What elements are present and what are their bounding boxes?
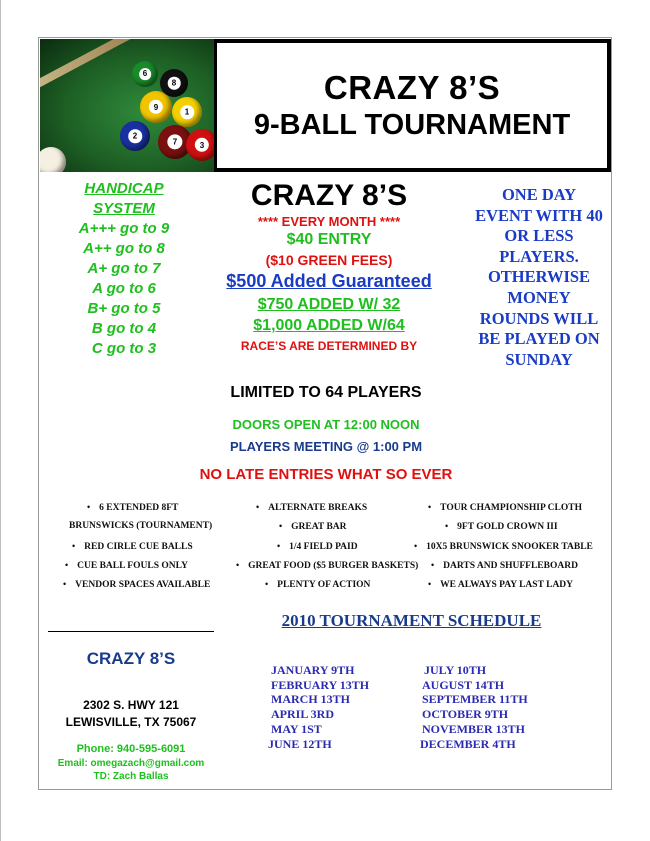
handicap-title-line2: SYSTEM bbox=[93, 200, 155, 217]
feature-item bbox=[277, 541, 358, 552]
feature-text: 1/4 FIELD PAID bbox=[289, 542, 358, 552]
one-day-line: OTHERWISE bbox=[487, 267, 591, 287]
bullet: • bbox=[236, 560, 240, 570]
added-guaranteed: $500 Added Guaranteed bbox=[226, 271, 432, 291]
green-fees: ($10 GREEN FEES) bbox=[265, 252, 393, 268]
bullet: • bbox=[279, 521, 283, 531]
schedule-date: MAY 1ST bbox=[271, 721, 322, 736]
ball-2-number: 2 bbox=[128, 129, 142, 143]
feature-text: VENDOR SPACES AVAILABLE bbox=[75, 580, 211, 590]
bullet: • bbox=[445, 521, 449, 531]
schedule-column-1 bbox=[268, 663, 370, 751]
ball-6-number: 6 bbox=[139, 68, 151, 80]
schedule-date: JUNE 12TH bbox=[268, 736, 332, 751]
feature-item bbox=[428, 579, 573, 590]
feature-item bbox=[431, 560, 578, 571]
no-late-entries: NO LATE ENTRIES WHAT SO EVER bbox=[199, 466, 453, 483]
feature-item bbox=[236, 560, 418, 571]
venue-email: Email: omegazach@gmail.com bbox=[57, 758, 205, 769]
center-title: CRAZY 8’S bbox=[250, 179, 408, 212]
bullet: • bbox=[265, 579, 269, 589]
feature-text: GREAT BAR bbox=[291, 522, 347, 532]
one-day-line: PLAYERS. bbox=[499, 246, 579, 266]
handicap-item: A++ go to 8 bbox=[83, 240, 165, 257]
bullet: • bbox=[65, 560, 69, 570]
venue-phone: Phone: 940-595-6091 bbox=[76, 743, 186, 755]
players-meeting: PLAYERS MEETING @ 1:00 PM bbox=[229, 439, 423, 454]
feature-text: CUE BALL FOULS ONLY bbox=[77, 561, 188, 571]
bullet: • bbox=[277, 541, 281, 551]
flyer bbox=[38, 37, 612, 790]
schedule-date: MARCH 13TH bbox=[271, 692, 350, 707]
one-day-line: ROUNDS WILL bbox=[479, 308, 599, 328]
one-day-line: BE PLAYED ON bbox=[478, 329, 600, 349]
schedule-column-2 bbox=[422, 663, 528, 751]
ball-6 bbox=[132, 61, 158, 87]
bullet: • bbox=[63, 579, 67, 589]
feature-item bbox=[87, 502, 178, 513]
one-day-line: MONEY bbox=[507, 287, 571, 307]
venue-td: TD: Zach Ballas bbox=[93, 771, 169, 782]
feature-item bbox=[72, 541, 193, 552]
feature-text: GREAT FOOD ($5 BURGER BASKETS) bbox=[248, 561, 419, 571]
feature-item bbox=[279, 521, 347, 532]
title-box bbox=[214, 39, 611, 172]
feature-item bbox=[445, 521, 558, 532]
feature-text: 9FT GOLD CROWN III bbox=[457, 522, 558, 532]
bullet: • bbox=[428, 579, 432, 589]
feature-text: PLENTY OF ACTION bbox=[277, 580, 371, 590]
ball-9 bbox=[140, 91, 172, 123]
ball-1-number: 1 bbox=[180, 105, 194, 119]
feature-item bbox=[63, 579, 210, 590]
handicap-item: B+ go to 5 bbox=[87, 300, 161, 317]
ball-9-number: 9 bbox=[149, 100, 163, 114]
bullet: • bbox=[428, 502, 432, 512]
one-day-line: SUNDAY bbox=[505, 349, 573, 369]
feature-item bbox=[69, 521, 212, 531]
center-info bbox=[199, 179, 459, 353]
feature-text: RED CIRLE CUE BALLS bbox=[84, 542, 193, 552]
feature-item bbox=[256, 502, 367, 513]
venue-address-line2: LEWISVILLE, TX 75067 bbox=[65, 715, 197, 729]
feature-text: 6 EXTENDED 8FT bbox=[99, 503, 179, 513]
one-day-event bbox=[464, 185, 614, 370]
bullet: • bbox=[414, 541, 418, 551]
feature-text: ALTERNATE BREAKS bbox=[268, 503, 368, 513]
doors-open: DOORS OPEN AT 12:00 NOON bbox=[232, 417, 420, 432]
feature-text: BRUNSWICKS (TOURNAMENT) bbox=[69, 521, 213, 531]
one-day-line: EVENT WITH 40 bbox=[475, 205, 603, 225]
bullet: • bbox=[72, 541, 76, 551]
billiard-balls-image bbox=[40, 39, 214, 172]
added-64: $1,000 ADDED W/64 bbox=[253, 317, 405, 334]
handicap-item: B go to 4 bbox=[91, 320, 157, 337]
handicap-title-line1: HANDICAP bbox=[84, 180, 164, 197]
entry-fee: $40 ENTRY bbox=[286, 231, 372, 248]
title-line2: 9-BALL TOURNAMENT bbox=[253, 109, 571, 141]
handicap-item: A+++ go to 9 bbox=[78, 220, 170, 237]
handicap-item: A go to 6 bbox=[92, 280, 156, 297]
feature-text: DARTS AND SHUFFLEBOARD bbox=[443, 561, 578, 571]
schedule-date: JULY 10TH bbox=[424, 663, 487, 677]
feature-item bbox=[414, 541, 593, 552]
one-day-line: ONE DAY bbox=[501, 185, 577, 204]
handicap-item: A+ go to 7 bbox=[87, 260, 161, 277]
venue-name: CRAZY 8’S bbox=[86, 649, 176, 668]
bullet: • bbox=[256, 502, 260, 512]
feature-text: TOUR CHAMPIONSHIP CLOTH bbox=[440, 503, 582, 513]
page-left-edge bbox=[0, 0, 1, 841]
limited-players: LIMITED TO 64 PLAYERS bbox=[230, 384, 422, 401]
every-month: **** EVERY MONTH **** bbox=[257, 214, 401, 229]
feature-text: WE ALWAYS PAY LAST LADY bbox=[440, 580, 574, 590]
ball-3 bbox=[186, 129, 214, 161]
ball-7-number: 7 bbox=[167, 134, 182, 149]
bullet: • bbox=[431, 560, 435, 570]
ball-1 bbox=[172, 97, 202, 127]
added-32: $750 ADDED W/ 32 bbox=[257, 296, 401, 313]
schedule-date: NOVEMBER 13TH bbox=[422, 721, 526, 736]
race-note: RACE’S ARE DETERMINED BY bbox=[240, 339, 418, 353]
feature-item bbox=[428, 502, 582, 513]
venue-address-line1: 2302 S. HWY 121 bbox=[83, 698, 179, 712]
title-line1: CRAZY 8’S bbox=[323, 69, 501, 106]
feature-item bbox=[65, 560, 188, 571]
bullet: • bbox=[87, 502, 91, 512]
schedule-date: FEBRUARY 13TH bbox=[271, 677, 370, 692]
ball-8-number: 8 bbox=[168, 77, 181, 90]
schedule-date: APRIL 3RD bbox=[271, 707, 335, 722]
one-day-line: OR LESS bbox=[504, 226, 574, 246]
schedule-date: JANUARY 9TH bbox=[271, 663, 355, 677]
feature-text: 10X5 BRUNSWICK SNOOKER TABLE bbox=[426, 542, 593, 552]
divider bbox=[48, 631, 214, 632]
ball-3-number: 3 bbox=[195, 138, 209, 152]
feature-item bbox=[265, 579, 370, 590]
schedule-date: OCTOBER 9TH bbox=[422, 707, 509, 722]
handicap-system bbox=[49, 179, 199, 359]
handicap-item: C go to 3 bbox=[91, 340, 157, 357]
schedule-date: AUGUST 14TH bbox=[422, 677, 505, 692]
schedule-date: DECEMBER 4TH bbox=[420, 736, 516, 751]
schedule-date: SEPTEMBER 11TH bbox=[422, 692, 528, 707]
cue-ball bbox=[40, 147, 66, 172]
ball-2 bbox=[120, 121, 150, 151]
schedule-title: 2010 TOURNAMENT SCHEDULE bbox=[281, 611, 542, 630]
